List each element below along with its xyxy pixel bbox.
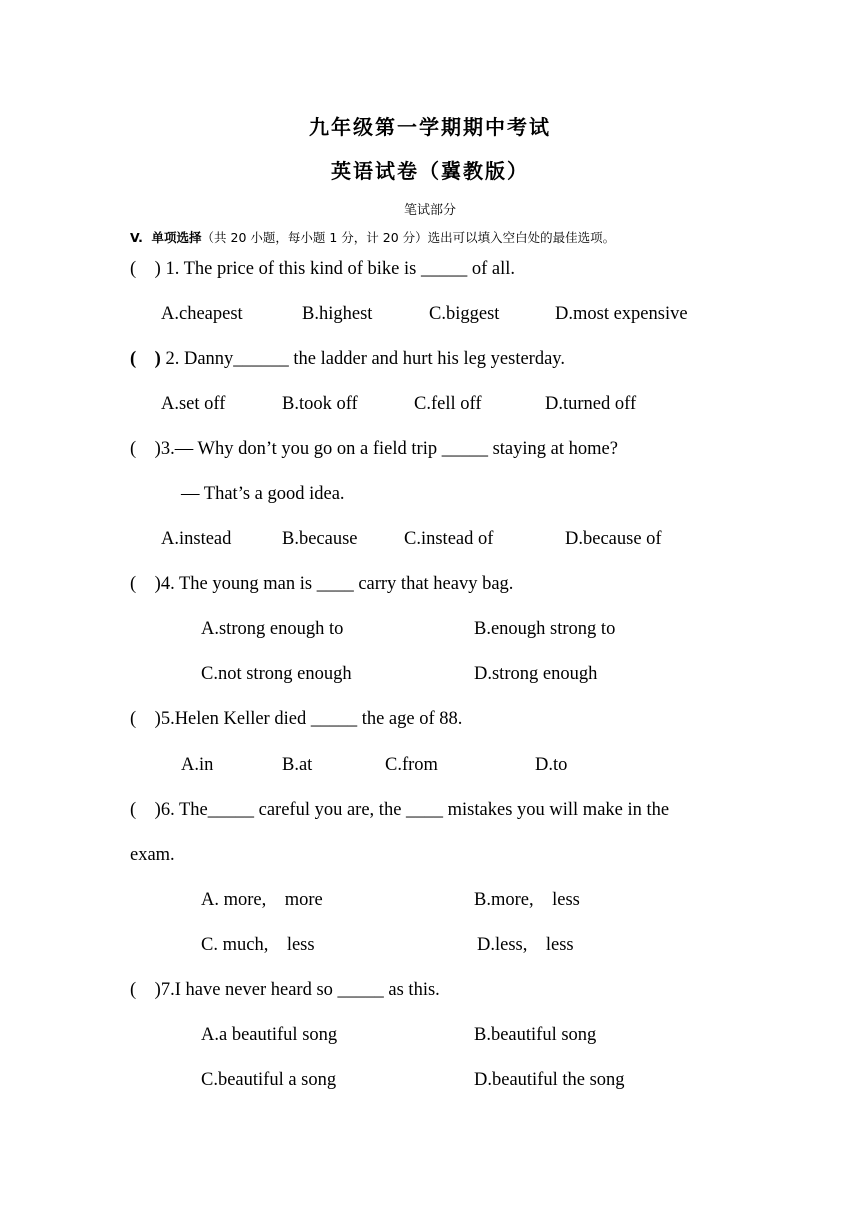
question-2-option-a: A.set off xyxy=(161,394,226,414)
question-7-option-a: A.a beautiful song xyxy=(201,1025,338,1045)
question-3-option-d: D.because of xyxy=(565,529,662,549)
question-6-stem: ( )6. The_____ careful you are, the ____ mistakes you will make in the xyxy=(130,800,670,820)
question-6-option-d: D.less, less xyxy=(477,935,574,955)
question-3-option-c: C.instead of xyxy=(404,529,494,549)
section-label: 笔试部分 xyxy=(403,203,456,218)
question-2-text: 2. Danny______ the ladder and hurt his leg yesterday. xyxy=(160,349,565,369)
exam-subtitle: 英语试卷（冀教版） xyxy=(331,159,529,183)
question-3-stem: ( )3.— Why don’t you go on a field trip _____ staying at home? xyxy=(130,439,618,459)
question-2-option-c: C.fell off xyxy=(414,394,482,414)
question-7-option-b: B.beautiful song xyxy=(474,1025,597,1045)
exam-title: 九年级第一学期期中考试 xyxy=(309,115,551,139)
instruction xyxy=(130,229,615,247)
question-1-option-c: C.biggest xyxy=(429,304,500,324)
question-1-option-d: D.most expensive xyxy=(555,304,688,324)
question-5-stem: ( )5.Helen Keller died _____ the age of 88. xyxy=(130,709,463,729)
question-6-option-c: C. much, less xyxy=(201,935,315,955)
question-7-stem: ( )7.I have never heard so _____ as this. xyxy=(130,980,440,1000)
question-2-option-b: B.took off xyxy=(282,394,358,414)
question-1-option-a: A.cheapest xyxy=(161,304,243,324)
question-4-stem: ( )4. The young man is ____ carry that heavy bag. xyxy=(130,574,514,594)
question-5-option-b: B.at xyxy=(282,755,313,775)
question-5-option-a: A.in xyxy=(181,755,214,775)
question-4-option-a: A.strong enough to xyxy=(201,619,344,639)
question-3-option-b: B.because xyxy=(282,529,358,549)
question-4-option-d: D.strong enough xyxy=(474,664,598,684)
question-7-option-d: D.beautiful the song xyxy=(474,1070,625,1090)
question-3-option-a: A.instead xyxy=(161,529,232,549)
question-7-option-c: C.beautiful a song xyxy=(201,1070,337,1090)
question-5-option-d: D.to xyxy=(535,755,568,775)
question-3-reply: — That’s a good idea. xyxy=(181,484,345,504)
instruction-heading: V. 单项选择 xyxy=(130,230,202,245)
question-6-option-b: B.more, less xyxy=(474,890,580,910)
instruction-text: （共 20 小题，每小题 1 分，计 20 分）选出可以填入空白处的最佳选项。 xyxy=(201,230,616,245)
question-6-stem-continued: exam. xyxy=(130,845,175,865)
question-2-stem xyxy=(130,348,565,370)
question-4-option-b: B.enough strong to xyxy=(474,619,616,639)
question-4-option-c: C.not strong enough xyxy=(201,664,352,684)
question-2-option-d: D.turned off xyxy=(545,394,637,414)
answer-paren: ( ) xyxy=(130,349,161,369)
question-6-option-a: A. more, more xyxy=(201,890,323,910)
question-1-stem: ( ) 1. The price of this kind of bike is _____ of all. xyxy=(130,259,516,279)
question-1-option-b: B.highest xyxy=(302,304,373,324)
question-5-option-c: C.from xyxy=(385,755,438,775)
